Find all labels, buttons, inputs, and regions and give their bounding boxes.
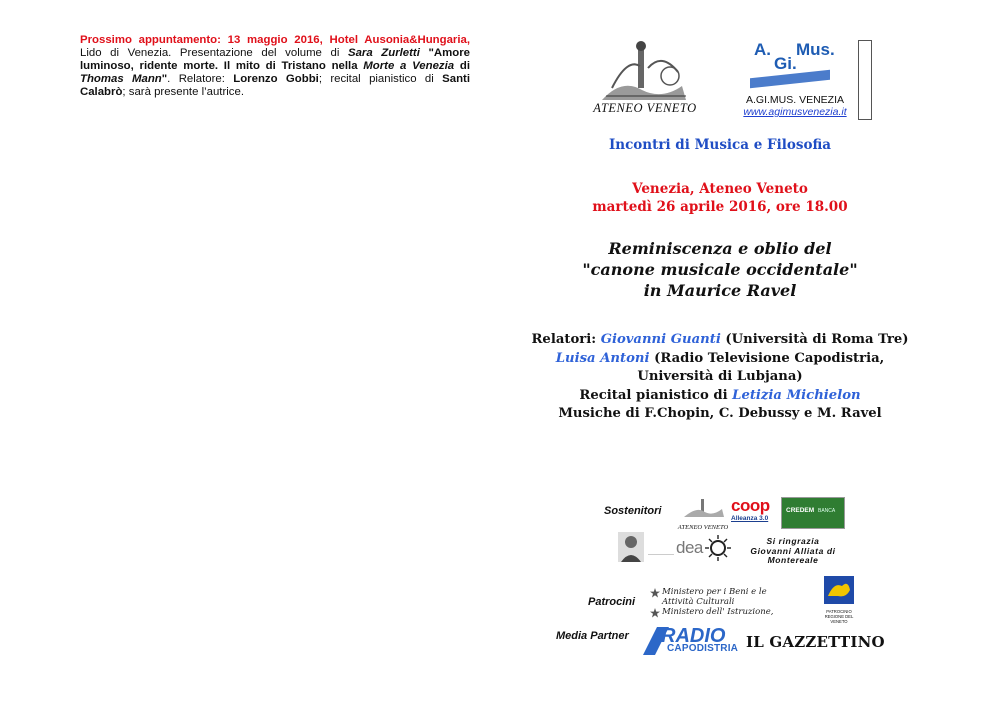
speakers-block [520, 331, 920, 424]
ateneo-small-logo [676, 497, 730, 529]
speaker-2-affiliation: (Radio Televisione Capodistria, Università di Lubjana) [637, 350, 885, 384]
media-partner-label: Media Partner [556, 630, 629, 642]
recital-pianist: Letizia Michielon [732, 387, 861, 403]
sunburst-icon [704, 534, 732, 562]
title-line-2: "canone musicale occidentale" [582, 260, 858, 279]
book-work: Morte a Venezia [363, 60, 455, 72]
book-mann: Thomas Mann [80, 73, 162, 85]
speakers-label: Relatori: [531, 332, 601, 347]
music-line: Musiche di F.Chopin, C. Debussy e M. Ravel [558, 406, 882, 421]
book-end-quote: " [161, 73, 168, 85]
credem-logo [781, 497, 845, 529]
agimus-logo [746, 40, 834, 88]
ateneo-small-caption: ATENEO VENETO [677, 524, 729, 531]
speaker-1-name: Giovanni Guanti [600, 332, 721, 347]
ateneo-small-emblem-icon [676, 497, 730, 519]
next-event-text-2: . Relatore: [167, 73, 234, 85]
ministero-beni-culturali: Ministero per i Beni e le Attività Culturali [662, 587, 767, 607]
title-line-1: Reminiscenza e oblio del [608, 239, 832, 258]
next-event-text: Lido di Venezia. Presentazione del volume di [80, 47, 348, 59]
series-title: Incontri di Musica e Filosofia [608, 137, 832, 153]
regione-veneto-logo [818, 576, 860, 622]
credem-brand: CREDEM [786, 507, 815, 514]
thanks-note: Si ringrazia Giovanni Alliata di Montereale [750, 536, 836, 565]
frame-box [858, 40, 872, 120]
next-event-note [80, 34, 470, 99]
ateneo-caption: ATENEO VENETO [593, 101, 697, 115]
agimus-url[interactable]: www.agimusvenezia.it [743, 106, 847, 118]
coop-brand: coop [731, 496, 770, 515]
date-line: martedì 26 aprile 2016, ore 18.00 [592, 199, 848, 215]
portrait-icon [618, 532, 644, 562]
speaker-2-name: Luisa Antoni [555, 350, 650, 366]
regione-caption: PATROCINIO REGIONE DEL VENETO [824, 609, 854, 624]
book-title: "Amore luminoso, ridente morte. Il mito di Tristano nella [80, 47, 470, 72]
agimus-brand-mus: Mus. [796, 40, 835, 59]
sostenitori-label: Sostenitori [604, 505, 662, 517]
ateneo-veneto-logo [582, 38, 708, 118]
pianist-name: Santi Calabrò [80, 73, 470, 98]
lion-of-st-mark-icon [824, 576, 854, 604]
patrocini-label: Patrocini [588, 596, 636, 608]
radio-brand: RADIO [661, 625, 726, 647]
radio-subtitle: CAPODISTRIA [667, 643, 739, 654]
next-event-text-3: ; recital pianistico di [318, 73, 443, 85]
person-photo [618, 532, 644, 562]
agimus-name: A.GI.MUS. VENEZIA [745, 94, 845, 106]
star-emblem-2-icon [650, 608, 660, 618]
agimus-brand-gi: Gi. [774, 54, 797, 73]
event-title [520, 238, 920, 301]
ministero-istruzione: Ministero dell' Istruzione, [662, 607, 774, 617]
relatore-name: Lorenzo Gobbi [233, 73, 319, 85]
dea-logo [676, 533, 746, 563]
agimus-brand-a: A. [754, 40, 771, 59]
agimus-caption [732, 94, 858, 118]
speaker-line-2 [520, 350, 920, 387]
recital-label: Recital pianistico di [579, 387, 733, 403]
speaker-line-1 [520, 331, 920, 350]
coop-subtitle: Alleanza 3.0 [731, 515, 769, 522]
venue-line: Venezia, Ateneo Veneto [632, 181, 808, 197]
speaker-1-affiliation: (Università di Roma Tre) [720, 332, 909, 347]
event-venue [540, 180, 900, 216]
radio-capodistria-logo [645, 625, 739, 654]
ministeri-logos [650, 586, 800, 622]
book-author: Sara Zurletti [347, 47, 420, 59]
il-gazzettino-logo: IL GAZZETTINO [746, 633, 885, 651]
coop-logo [731, 497, 781, 529]
recital-line [520, 387, 920, 406]
book-di: di [454, 60, 470, 72]
star-emblem-icon [650, 588, 660, 598]
next-event-text-4: ; sarà presente l’autrice. [122, 86, 244, 98]
foundation-logo [648, 540, 674, 555]
credem-banca: BANCA [818, 508, 836, 514]
dea-brand: dea [676, 538, 703, 557]
title-line-3: in Maurice Ravel [643, 281, 797, 300]
ateneo-emblem-icon [582, 38, 708, 104]
next-event-date: Prossimo appuntamento: 13 maggio 2016, Hotel Ausonia&Hungaria, [80, 34, 470, 46]
